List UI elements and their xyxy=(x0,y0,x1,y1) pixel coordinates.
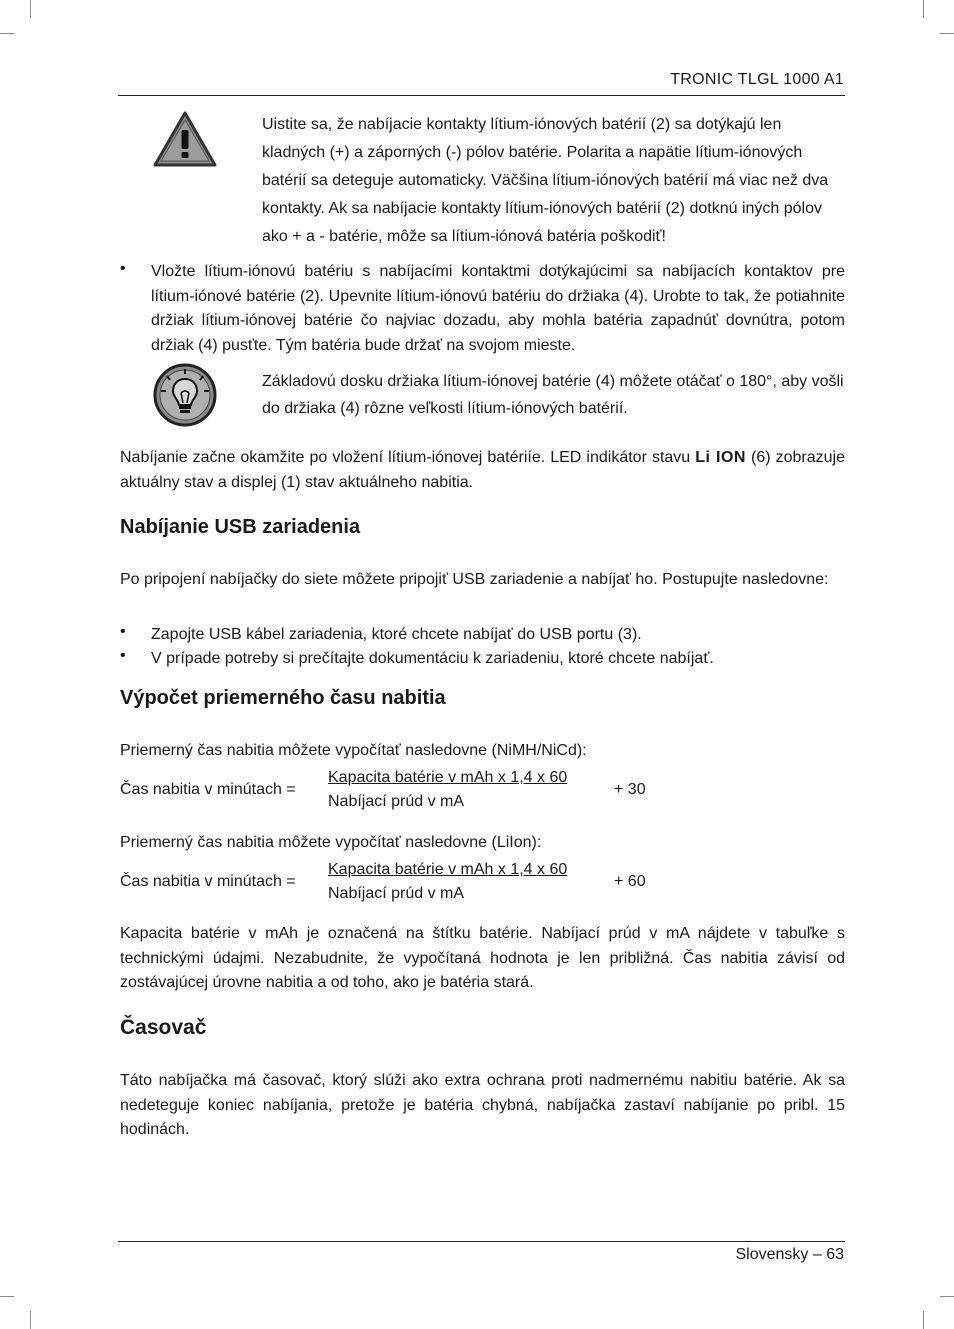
tip-note-text: Základovú dosku držiaka lítium-iónovej batérie (4) môžete otáčať o 180°, aby vošli do držiaka (4) rôzne veľkosti lítium-iónových batérií. xyxy=(262,373,844,417)
lightbulb-icon xyxy=(152,363,218,427)
header-rule xyxy=(118,95,845,96)
liion-intro: Priemerný čas nabitia môžete vypočítať nasledovne (LiIon): xyxy=(120,834,542,851)
crop-mark xyxy=(30,1311,31,1329)
list-item-text: Vložte lítium-iónovú batériu s nabíjacími kontaktmi dotýkajúcimi sa nabíjacích kontaktov pre lítium-iónové batérie (2). Upevnite lítium-iónovú batériu do držiaka (4). Urobte to tak, že potiahnite držiak lítium-iónovej batérie čo najviac dozadu, aby mohla batéria zapadnúť dovnútra, potom držiak (4) pusťte. Tým batéria bude držať na svojom mieste. xyxy=(151,263,845,354)
crop-mark xyxy=(30,0,31,18)
header-title: TRONIC TLGL 1000 A1 xyxy=(670,71,844,88)
formula-liion xyxy=(120,861,720,917)
formula-lhs: Čas nabitia v minútach = xyxy=(120,873,296,890)
formula-addend: + 30 xyxy=(614,781,646,798)
led-indicator-label: Li ION xyxy=(695,449,746,466)
list-item xyxy=(120,260,845,358)
list-item-text: V prípade potreby si prečítajte dokumentáciu k zariadeniu, ktoré chcete nabíjať. xyxy=(151,650,714,667)
bullet-dot: • xyxy=(120,647,126,664)
warning-triangle-icon xyxy=(152,110,218,168)
nimh-intro: Priemerný čas nabitia môžete vypočítať nasledovne (NiMH/NiCd): xyxy=(120,742,587,759)
footer-rule xyxy=(118,1241,845,1242)
list-item-text: Zapojte USB kábel zariadenia, ktoré chcete nabíjať do USB portu (3). xyxy=(151,626,642,643)
crop-mark xyxy=(0,33,14,34)
section-heading-usb: Nabíjanie USB zariadenia xyxy=(120,516,361,538)
bullet-dot: • xyxy=(120,623,126,640)
section-heading-calc: Výpočet priemerného času nabitia xyxy=(120,687,446,709)
crop-mark xyxy=(940,1296,954,1297)
list-item xyxy=(120,647,845,672)
page-label: Slovensky – 63 xyxy=(735,1246,844,1263)
timer-text: Táto nabíjačka má časovač, ktorý slúži ako extra ochrana proti nadmernému nabitiu batérie. Ak sa nedeteguje koniec nabíjania, pretože je batéria chybná, nabíjačka zastaví nabíjanie po pribl. 15 hodinách. xyxy=(120,1072,845,1138)
usb-intro: Po pripojení nabíjačky do siete môžete pripojiť USB zariadenie a nabíjať ho. Postupujte nasledovne: xyxy=(120,571,829,588)
charging-text-1: Nabíjanie začne okamžite po vložení lítium-iónovej batériíe. LED indikátor stavu xyxy=(120,449,696,466)
list-item xyxy=(120,623,845,648)
section-heading-timer: Časovač xyxy=(120,1016,207,1039)
formula-nimh xyxy=(120,769,720,825)
crop-mark xyxy=(0,1296,14,1297)
formula-addend: + 60 xyxy=(614,873,646,890)
bullet-dot: • xyxy=(120,260,126,277)
formula-denominator: Nabíjací prúd v mA xyxy=(328,885,465,902)
charging-text-2: (6) zobrazuje aktuálny stav a displej (1) stav aktuálneho nabitia. xyxy=(120,449,846,491)
crop-mark xyxy=(923,1311,924,1329)
crop-mark xyxy=(923,0,924,18)
warning-note-text: Uistite sa, že nabíjacie kontakty lítium-iónových batérií (2) sa dotýkajú len kladných (+) a záporných (-) pólov batérie. Polarita a napätie lítium-iónových batérií sa deteguje automaticky. Väčšina lítium-iónových batérií má viac než dva kontakty. Ak sa nabíjacie kontakty lítium-iónových batérií (2) dotknú iných pólov ako + a - batérie, môže sa lítium-iónová batéria poškodiť! xyxy=(262,116,829,245)
crop-mark xyxy=(940,33,954,34)
formula-numerator: Kapacita batérie v mAh x 1,4 x 60 xyxy=(328,769,568,786)
formula-numerator: Kapacita batérie v mAh x 1,4 x 60 xyxy=(328,861,568,878)
calc-explanation: Kapacita batérie v mAh je označená na štítku batérie. Nabíjací prúd v mA nájdete v tabuľke s technickými údajmi. Nezabudnite, že vypočítaná hodnota je len približná. Čas nabitia závisí od zostávajúcej úrovne nabitia a od toho, ako je batéria stará. xyxy=(120,925,845,991)
formula-denominator: Nabíjací prúd v mA xyxy=(328,793,465,810)
formula-lhs: Čas nabitia v minútach = xyxy=(120,781,296,798)
charging-paragraph xyxy=(120,446,845,495)
